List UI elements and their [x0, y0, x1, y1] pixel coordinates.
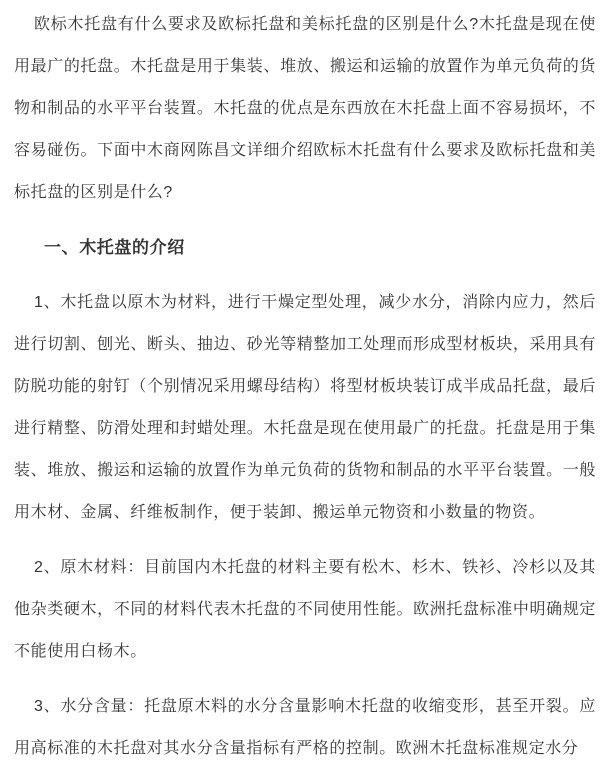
section-heading: 一、木托盘的介绍 [44, 238, 185, 257]
paragraph-item-1: 1、木托盘以原木为材料，进行干燥定型处理，减少水分，消除内应力，然后进行切割、刨光、断头、抽边、砂光等精整加工处理而形成型材板块，采用具有防脱功能的射钉（个别情况采用螺母结构）将型材板块装订成半成品托盘，最后进行精整、防滑处理和封蜡处理。木托盘是现在使用最广的托盘。托盘是用于集装、堆放、搬运和运输的放置作为单元负荷的货物和制品的水平平台装置。一般用木材、金属、纤维板制作，便于装卸、搬运单元物资和小数量的物资。 [14, 294, 596, 521]
paragraph-item-2: 2、原木材料：目前国内木托盘的材料主要有松木、杉木、铁衫、冷杉以及其他杂类硬木，不同的材料代表木托盘的不同使用性能。欧洲托盘标准中明确规定不能使用白杨木。 [14, 559, 596, 660]
intro-paragraph: 欧标木托盘有什么要求及欧标托盘和美标托盘的区别是什么?木托盘是现在使用最广的托盘。木托盘是用于集装、堆放、搬运和运输的放置作为单元负荷的货物和制品的水平平台装置。木托盘的优点是东西放在木托盘上面不容易损坏，不容易碰伤。下面中木商网陈昌文详细介绍欧标木托盘有什么要求及欧标托盘和美标托盘的区别是什么? [14, 16, 596, 201]
paragraph-item-3: 3、水分含量：托盘原木料的水分含量影响木托盘的收缩变形，甚至开裂。应用高标准的木托盘对其水分含量指标有严格的控制。欧洲木托盘标准规定水分 [14, 698, 596, 757]
